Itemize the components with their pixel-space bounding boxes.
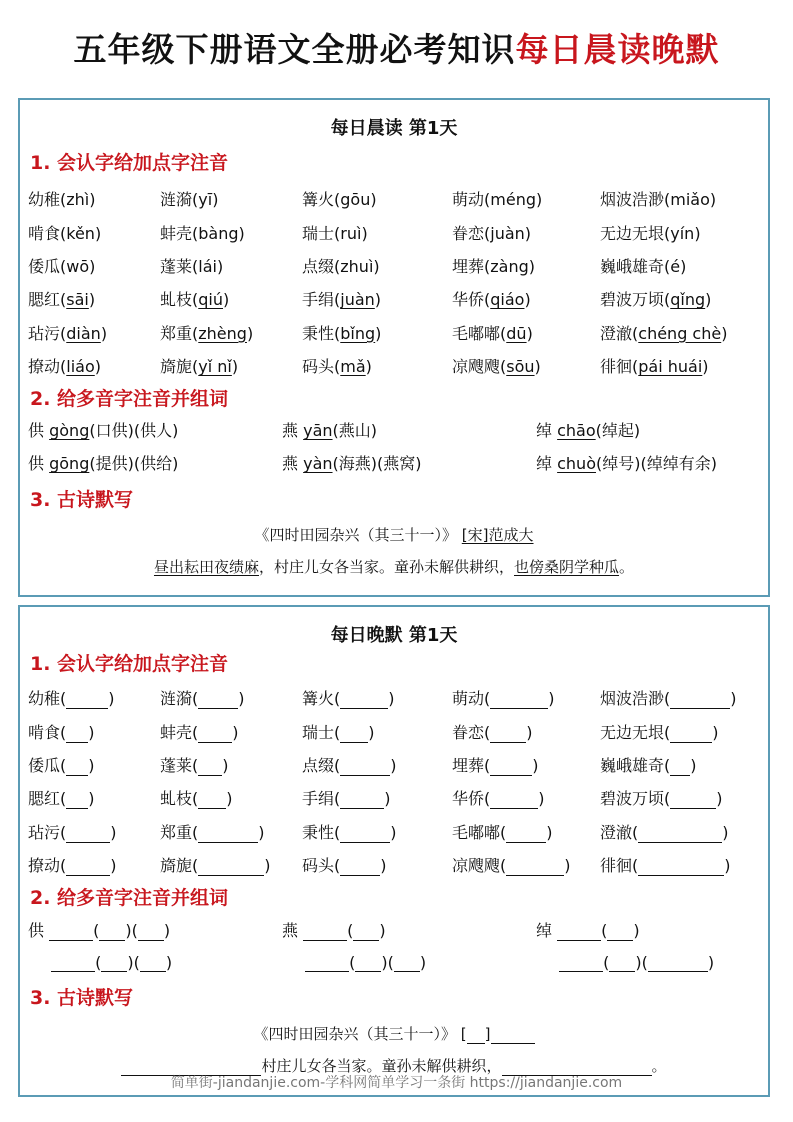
pinyin-blank[interactable] bbox=[490, 793, 538, 809]
word-item: 涟漪(yī) bbox=[160, 190, 219, 210]
word-item: 撩动( ) bbox=[28, 856, 117, 876]
pinyin: é bbox=[670, 256, 681, 276]
word: 眷恋 bbox=[452, 223, 485, 243]
word-item: 手绢(juàn) bbox=[302, 290, 382, 310]
word-item: 萌动( ) bbox=[452, 689, 555, 709]
word-item: 华侨( ) bbox=[452, 789, 545, 809]
word: 巍峨雄奇 bbox=[600, 755, 665, 775]
word: 澄澈 bbox=[600, 822, 633, 842]
title-highlight: 每日晨读晚默 bbox=[515, 30, 720, 69]
word-item: 华侨(qiáo) bbox=[452, 290, 531, 310]
word-item: 幼稚( ) bbox=[28, 689, 115, 709]
word-item: 点缀(zhuì) bbox=[302, 256, 380, 276]
pinyin-blank[interactable] bbox=[66, 793, 88, 809]
pinyin-blank[interactable] bbox=[340, 693, 388, 709]
word: 撩动 bbox=[28, 856, 61, 876]
character: 燕 bbox=[282, 921, 299, 940]
pinyin: qiáo bbox=[490, 290, 525, 310]
word: 篝火 bbox=[302, 689, 335, 709]
polyphone-item: ( )( ) bbox=[28, 953, 282, 972]
pinyin: mǎ bbox=[340, 357, 366, 377]
word: 碧波万顷 bbox=[600, 290, 665, 310]
word: 无边无垠 bbox=[600, 722, 665, 742]
word-row bbox=[28, 714, 768, 747]
word-item: 徘徊( ) bbox=[600, 856, 731, 876]
word-item: 巍峨雄奇( ) bbox=[600, 755, 697, 775]
word: 涟漪 bbox=[160, 190, 193, 210]
word: 幼稚 bbox=[28, 689, 61, 709]
word-item: 瑞士(ruì) bbox=[302, 223, 368, 243]
word-blank[interactable] bbox=[648, 956, 708, 972]
page-title bbox=[0, 24, 793, 71]
watermark: 简单街-jiandanjie.com-学科网简单学习一条街 https://jiandanjie.com bbox=[170, 1075, 623, 1091]
words: (海燕)(燕窝) bbox=[332, 454, 422, 473]
polyphone-row bbox=[28, 413, 768, 446]
pinyin: pái huái bbox=[638, 357, 703, 377]
pinyin-blank[interactable] bbox=[198, 827, 258, 843]
pinyin-blank[interactable] bbox=[340, 727, 368, 743]
word: 郑重 bbox=[160, 323, 193, 343]
word-blank[interactable] bbox=[353, 925, 379, 941]
word: 倭瓜 bbox=[28, 256, 61, 276]
words: (绰起) bbox=[595, 421, 641, 440]
word: 徘徊 bbox=[600, 856, 633, 876]
pinyin-blank[interactable] bbox=[340, 760, 390, 776]
word-row bbox=[28, 781, 768, 814]
polyphone-item: 绰 ( ) bbox=[536, 921, 640, 940]
pinyin: yī bbox=[198, 190, 213, 210]
word-item: 巍峨雄奇(é) bbox=[600, 256, 687, 276]
polyphone-item bbox=[282, 418, 536, 441]
word-item: 郑重(zhèng) bbox=[160, 323, 254, 343]
polyphone-list bbox=[28, 413, 768, 479]
word-row bbox=[28, 681, 768, 714]
word: 啃食 bbox=[28, 223, 61, 243]
word-row bbox=[28, 249, 768, 282]
word: 腮红 bbox=[28, 290, 61, 310]
pinyin: diàn bbox=[66, 323, 101, 343]
word-blank[interactable] bbox=[609, 956, 635, 972]
word-blank[interactable] bbox=[607, 925, 633, 941]
word-item: 码头( ) bbox=[302, 856, 387, 876]
polyphone-row bbox=[28, 446, 768, 479]
word: 烟波浩渺 bbox=[600, 190, 665, 210]
pinyin: gōng bbox=[49, 454, 90, 473]
poem-line-2: 村庄儿女各当家。童孙未解供耕织， bbox=[261, 1057, 502, 1075]
pinyin: yǐ nǐ bbox=[198, 357, 232, 377]
word-item: 蚌壳( ) bbox=[160, 722, 239, 742]
character: 燕 bbox=[282, 454, 299, 473]
word-item: 毛嘟嘟(dū) bbox=[452, 323, 533, 343]
pinyin: yín bbox=[670, 223, 695, 243]
word-item: 旖旎(yǐ nǐ) bbox=[160, 357, 239, 377]
word-row bbox=[28, 182, 768, 215]
polyphone-item: 燕 ( ) bbox=[282, 921, 386, 940]
word: 郑重 bbox=[160, 822, 193, 842]
word-item: 虬枝( ) bbox=[160, 789, 233, 809]
poem-author: 范成大 bbox=[488, 526, 534, 544]
pinyin-blank[interactable] bbox=[303, 925, 347, 941]
pinyin: miǎo bbox=[670, 190, 710, 210]
section-1-title: 1. 会认字给加点字注音 bbox=[30, 653, 229, 675]
word-blank[interactable] bbox=[394, 956, 420, 972]
word: 眷恋 bbox=[452, 722, 485, 742]
pinyin: zhèng bbox=[198, 323, 247, 343]
word-row bbox=[28, 282, 768, 315]
word-row bbox=[28, 316, 768, 349]
character: 燕 bbox=[282, 421, 299, 440]
pinyin-blank[interactable] bbox=[490, 760, 532, 776]
word-item: 萌动(méng) bbox=[452, 190, 543, 210]
word: 无边无垠 bbox=[600, 223, 665, 243]
character: 供 bbox=[28, 454, 45, 473]
pinyin-blank[interactable] bbox=[305, 956, 349, 972]
word: 涟漪 bbox=[160, 689, 193, 709]
word: 秉性 bbox=[302, 822, 335, 842]
word-item: 毛嘟嘟( ) bbox=[452, 822, 553, 842]
pinyin-blank[interactable] bbox=[670, 760, 690, 776]
word-row bbox=[28, 215, 768, 248]
pinyin-blank[interactable] bbox=[66, 860, 110, 876]
pinyin: lái bbox=[198, 256, 217, 276]
word-row bbox=[28, 349, 768, 382]
word: 旖旎 bbox=[160, 357, 193, 377]
word: 毛嘟嘟 bbox=[452, 822, 501, 842]
word-item: 篝火( ) bbox=[302, 689, 395, 709]
poem-title: 《四时田园杂兴（其三十一）》 bbox=[253, 1025, 457, 1043]
word-item: 眷恋(juàn) bbox=[452, 223, 532, 243]
word-item: 无边无垠(yín) bbox=[600, 223, 701, 243]
poem-end: 。 bbox=[619, 558, 635, 576]
pinyin-word-grid bbox=[28, 182, 768, 382]
section-3-title: 3. 古诗默写 bbox=[30, 987, 134, 1009]
polyphone-row bbox=[28, 913, 768, 946]
poem-line-1: 昼出耘田夜绩麻 bbox=[153, 558, 259, 576]
word-item: 碧波万顷(qǐng) bbox=[600, 290, 712, 310]
polyphone-row bbox=[28, 946, 768, 979]
word: 玷污 bbox=[28, 323, 61, 343]
word: 点缀 bbox=[302, 755, 335, 775]
word-item: 篝火(gōu) bbox=[302, 190, 377, 210]
pinyin-blank[interactable] bbox=[559, 956, 603, 972]
word: 萌动 bbox=[452, 689, 485, 709]
word-item: 涟漪( ) bbox=[160, 689, 245, 709]
word-item: 碧波万顷( ) bbox=[600, 789, 723, 809]
pinyin-blank[interactable] bbox=[198, 693, 238, 709]
word: 瑞士 bbox=[302, 722, 335, 742]
pinyin: chuò bbox=[557, 454, 596, 473]
word: 旖旎 bbox=[160, 856, 193, 876]
word: 点缀 bbox=[302, 256, 335, 276]
pinyin: zàng bbox=[490, 256, 529, 276]
polyphone-item bbox=[282, 451, 536, 474]
pinyin: qǐng bbox=[670, 290, 706, 310]
word-item: 腮红(sāi) bbox=[28, 290, 96, 310]
poem-line-2: ，村庄儿女各当家。童孙未解供耕织， bbox=[258, 558, 514, 576]
pinyin: liáo bbox=[66, 357, 95, 377]
pinyin: bǐng bbox=[340, 323, 376, 343]
pinyin-blank[interactable] bbox=[340, 827, 390, 843]
character: 绰 bbox=[536, 421, 553, 440]
words: (口供)(供人) bbox=[89, 421, 179, 440]
pinyin-blank[interactable] bbox=[506, 827, 546, 843]
pinyin: bàng bbox=[198, 223, 239, 243]
word-item: 秉性(bǐng) bbox=[302, 323, 382, 343]
pinyin: zhì bbox=[66, 190, 90, 210]
pinyin-blank[interactable] bbox=[198, 793, 226, 809]
pinyin: gòng bbox=[49, 421, 90, 440]
pinyin-blank[interactable] bbox=[51, 956, 95, 972]
pinyin: juàn bbox=[340, 290, 375, 310]
pinyin: yān bbox=[303, 421, 333, 440]
word-item: 郑重( ) bbox=[160, 822, 265, 842]
word-item: 凉飕飕( ) bbox=[452, 856, 571, 876]
section-2-title: 2. 给多音字注音并组词 bbox=[30, 887, 229, 909]
poem-text bbox=[20, 556, 768, 577]
section-1-title: 1. 会认字给加点字注音 bbox=[30, 152, 229, 174]
word-blank[interactable] bbox=[101, 956, 127, 972]
word: 玷污 bbox=[28, 822, 61, 842]
polyphone-item bbox=[536, 451, 717, 474]
word-item: 玷污(diàn) bbox=[28, 323, 108, 343]
pinyin: juàn bbox=[490, 223, 525, 243]
pinyin-blank[interactable] bbox=[66, 827, 110, 843]
word: 虬枝 bbox=[160, 789, 193, 809]
title-main: 五年级下册语文全册必考知识 bbox=[73, 30, 516, 69]
word: 徘徊 bbox=[600, 357, 633, 377]
pinyin-blank[interactable] bbox=[340, 793, 384, 809]
section-2-title: 2. 给多音字注音并组词 bbox=[30, 388, 229, 410]
word-item: 澄澈( ) bbox=[600, 822, 729, 842]
pinyin: kěn bbox=[66, 223, 95, 243]
word: 埋葬 bbox=[452, 256, 485, 276]
polyphone-blanks bbox=[28, 913, 768, 979]
pinyin-blank[interactable] bbox=[340, 860, 380, 876]
pinyin: ruì bbox=[340, 223, 362, 243]
word: 倭瓜 bbox=[28, 755, 61, 775]
word-item: 手绢( ) bbox=[302, 789, 391, 809]
pinyin-blank[interactable] bbox=[670, 693, 730, 709]
word: 华侨 bbox=[452, 290, 485, 310]
word: 啃食 bbox=[28, 722, 61, 742]
word-blank[interactable] bbox=[99, 925, 125, 941]
word: 蚌壳 bbox=[160, 722, 193, 742]
words: (提供)(供给) bbox=[89, 454, 179, 473]
character: 供 bbox=[28, 921, 45, 940]
word-row bbox=[28, 748, 768, 781]
pinyin-blank[interactable] bbox=[198, 727, 232, 743]
pinyin: zhuì bbox=[340, 256, 374, 276]
pinyin-blank[interactable] bbox=[490, 727, 526, 743]
polyphone-item: ( )( ) bbox=[536, 953, 714, 972]
word: 瑞士 bbox=[302, 223, 335, 243]
pinyin-blank[interactable] bbox=[670, 727, 712, 743]
section-3-title: 3. 古诗默写 bbox=[30, 489, 134, 511]
word-item: 瑞士( ) bbox=[302, 722, 375, 742]
character: 绰 bbox=[536, 454, 553, 473]
author-blank[interactable] bbox=[491, 1028, 535, 1044]
word: 凉飕飕 bbox=[452, 357, 501, 377]
word-item: 虬枝(qiú) bbox=[160, 290, 230, 310]
word: 手绢 bbox=[302, 290, 335, 310]
word-item: 腮红( ) bbox=[28, 789, 95, 809]
word-item: 点缀( ) bbox=[302, 755, 397, 775]
word-item: 烟波浩渺(miǎo) bbox=[600, 190, 717, 210]
word-item: 徘徊(pái huái) bbox=[600, 357, 709, 377]
word: 埋葬 bbox=[452, 755, 485, 775]
dictation-word-grid bbox=[28, 681, 768, 881]
word-row bbox=[28, 848, 768, 881]
word: 腮红 bbox=[28, 789, 61, 809]
section-heading: 每日晚默 第1天 bbox=[330, 625, 458, 646]
word-item: 蓬莱( ) bbox=[160, 755, 229, 775]
pinyin-blank[interactable] bbox=[670, 793, 716, 809]
pinyin-blank[interactable] bbox=[198, 860, 264, 876]
word: 篝火 bbox=[302, 190, 335, 210]
evening-dictation-section bbox=[18, 605, 770, 1097]
pinyin: sōu bbox=[506, 357, 535, 377]
word: 秉性 bbox=[302, 323, 335, 343]
word-blank[interactable] bbox=[355, 956, 381, 972]
section-heading: 每日晨读 第1天 bbox=[330, 118, 458, 139]
pinyin: sāi bbox=[66, 290, 89, 310]
word: 虬枝 bbox=[160, 290, 193, 310]
word-item: 埋葬(zàng) bbox=[452, 256, 536, 276]
word: 幼稚 bbox=[28, 190, 61, 210]
words: (燕山) bbox=[332, 421, 378, 440]
word-item: 烟波浩渺( ) bbox=[600, 689, 737, 709]
word: 码头 bbox=[302, 856, 335, 876]
word: 澄澈 bbox=[600, 323, 633, 343]
polyphone-item: 供 ( )( ) bbox=[28, 921, 171, 940]
word: 萌动 bbox=[452, 190, 485, 210]
word: 蓬莱 bbox=[160, 755, 193, 775]
word-blank[interactable] bbox=[140, 956, 166, 972]
word: 烟波浩渺 bbox=[600, 689, 665, 709]
word: 蚌壳 bbox=[160, 223, 193, 243]
pinyin: dū bbox=[506, 323, 527, 343]
poem-end: 。 bbox=[651, 1057, 667, 1075]
word-item: 秉性( ) bbox=[302, 822, 397, 842]
polyphone-item: ( )( ) bbox=[282, 953, 536, 972]
word: 华侨 bbox=[452, 789, 485, 809]
word-item: 幼稚(zhì) bbox=[28, 190, 96, 210]
character: 供 bbox=[28, 421, 45, 440]
word-item: 玷污( ) bbox=[28, 822, 117, 842]
polyphone-item bbox=[28, 418, 282, 441]
word: 毛嘟嘟 bbox=[452, 323, 501, 343]
word: 码头 bbox=[302, 357, 335, 377]
word-item: 撩动(liáo) bbox=[28, 357, 101, 377]
polyphone-item bbox=[28, 451, 282, 474]
word-item: 无边无垠( ) bbox=[600, 722, 719, 742]
word: 手绢 bbox=[302, 789, 335, 809]
word: 巍峨雄奇 bbox=[600, 256, 665, 276]
word: 撩动 bbox=[28, 357, 61, 377]
word: 碧波万顷 bbox=[600, 789, 665, 809]
word-item: 倭瓜( ) bbox=[28, 755, 95, 775]
character: 绰 bbox=[536, 921, 553, 940]
poem-line-3: 也傍桑阴学种瓜 bbox=[514, 558, 620, 576]
words: (绰号)(绰绰有余) bbox=[595, 454, 717, 473]
word-item: 码头(mǎ) bbox=[302, 357, 372, 377]
pinyin-blank[interactable] bbox=[66, 727, 88, 743]
word-item: 倭瓜(wō) bbox=[28, 256, 96, 276]
pinyin: wō bbox=[66, 256, 90, 276]
pinyin-blank[interactable] bbox=[66, 760, 88, 776]
word-item: 旖旎( ) bbox=[160, 856, 271, 876]
pinyin-blank[interactable] bbox=[638, 860, 724, 876]
pinyin: chéng chè bbox=[638, 323, 722, 343]
pinyin: yàn bbox=[303, 454, 333, 473]
poem-dynasty: [宋] bbox=[461, 526, 489, 544]
pinyin-blank[interactable] bbox=[638, 827, 722, 843]
word-item: 啃食(kěn) bbox=[28, 223, 102, 243]
word-item: 眷恋( ) bbox=[452, 722, 533, 742]
word-item: 啃食( ) bbox=[28, 722, 95, 742]
word-item: 凉飕飕(sōu) bbox=[452, 357, 541, 377]
pinyin-blank[interactable] bbox=[506, 860, 564, 876]
pinyin: chāo bbox=[557, 421, 596, 440]
word: 凉飕飕 bbox=[452, 856, 501, 876]
poem-title-line: 《四时田园杂兴（其三十一）》 [ ] bbox=[20, 1023, 768, 1044]
word-row bbox=[28, 815, 768, 848]
pinyin-blank[interactable] bbox=[198, 760, 222, 776]
pinyin-blank[interactable] bbox=[557, 925, 601, 941]
word: 蓬莱 bbox=[160, 256, 193, 276]
pinyin: méng bbox=[490, 190, 536, 210]
pinyin-blank[interactable] bbox=[490, 693, 548, 709]
dynasty-blank[interactable] bbox=[467, 1028, 485, 1044]
pinyin: gōu bbox=[340, 190, 371, 210]
polyphone-item bbox=[536, 418, 640, 441]
pinyin-blank[interactable] bbox=[49, 925, 93, 941]
poem-title: 《四时田园杂兴（其三十一）》 bbox=[254, 526, 457, 544]
morning-reading-section bbox=[18, 98, 770, 597]
word-item: 蚌壳(bàng) bbox=[160, 223, 245, 243]
word-item: 埋葬( ) bbox=[452, 755, 539, 775]
word-blank[interactable] bbox=[138, 925, 164, 941]
pinyin: qiú bbox=[198, 290, 224, 310]
word-item: 蓬莱(lái) bbox=[160, 256, 224, 276]
poem-title-line bbox=[20, 524, 768, 545]
word-item: 澄澈(chéng chè) bbox=[600, 323, 728, 343]
pinyin-blank[interactable] bbox=[66, 693, 108, 709]
